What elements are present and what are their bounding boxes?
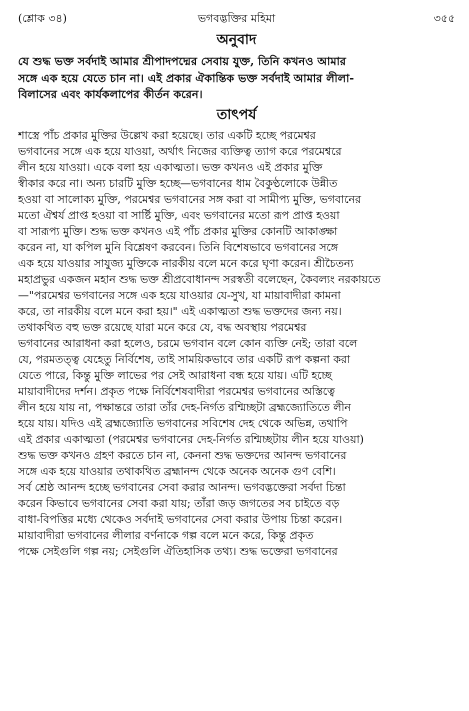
- text-line: লীন হয়ে যায় না, পক্ষান্তরে তারা তাঁর দেহ-নির্গত রশ্মিচ্ছটা ব্রহ্মজ্যোতিতে লীন: [18, 400, 351, 414]
- text-line: এই প্রকার একাত্মতা (পরমেশ্বর ভগবানের দেহ-নির্গত রশ্মিচ্ছটায় লীন হয়ে যাওয়া): [18, 432, 364, 446]
- text-line: ভগবানের আরাধনা করা হলেও, চরমে ভগবান বলে কোন ব্যক্তি নেই; তারা বলে: [18, 336, 358, 350]
- text-line: যে শুদ্ধ ভক্ত সর্বদাই আমার শ্রীপাদপদ্মের সেবায় যুক্ত, তিনি কখনও আমার: [18, 54, 347, 68]
- text-line: করেন কিভাবে ভগবানের সেবা করা যায়; তাঁরা জড় জগতের সব চাইতে বড়: [18, 496, 340, 510]
- purport-heading: তাৎপর্য: [216, 106, 257, 123]
- text-line: বিলাসের এবং কার্যকলাপের কীর্তন করেন।: [18, 87, 203, 102]
- text-line: —"পরমেশ্বর ভগবানের সঙ্গে এক হয়ে যাওয়ার যে-সুখ, যা মায়াবাদীরা কামনা: [18, 288, 341, 302]
- text-line: করেন না, যা কপিল মুনি বিশ্লেষণ করবেন। তিনি বিশেষভাবে ভগবানের সঙ্গে: [18, 240, 339, 254]
- running-header: [18, 8, 455, 28]
- text-line: বা সারূপ্য মুক্তি। শুদ্ধ ভক্ত কখনও এই পাঁচ প্রকার মুক্তির কোনটি আকাঙ্ক্ষা: [18, 224, 338, 238]
- verse-reference: (শ্লোক ৩৪): [18, 12, 67, 25]
- text-line: হয়ে যায়। যদিও এই ব্রহ্মজ্যোতি ভগবানের সবিশেষ দেহ থেকে অভিন্ন, তথাপি: [18, 416, 348, 430]
- text-line: বাধা-বিপত্তির মধ্যে থেকেও সর্বদাই ভগবানের সেবা করার উপায় চিন্তা করেন।: [18, 512, 343, 526]
- text-line: সর্ব শ্রেষ্ঠ আনন্দ হচ্ছে ভগবানের সেবা করার আনন্দ। ভগবদ্ভক্তেরা সর্বদা চিন্তা: [18, 480, 346, 494]
- text-line: মায়াবাদীদের দর্শন। প্রকৃত পক্ষে নির্বিশেষবাদীরা পরমেশ্বর ভগবানের অস্তিত্বে: [18, 384, 335, 398]
- book-title: ভগবদ্ভক্তির মহিমা: [197, 12, 276, 25]
- text-line: পক্ষে সেইগুলি গল্প নয়; সেইগুলি ঐতিহাসিক তথ্য। শুদ্ধ ভক্তেরা ভগবানের: [18, 544, 338, 558]
- text-line: করে, তা নারকীয় বলে মনে করা হয়।" এই একাত্মতা শুদ্ধ ভক্তদের জন্য নয়।: [18, 304, 342, 318]
- text-line: মহাপ্রভুর একজন মহান শুদ্ধ ভক্ত শ্রীপ্রবোধানন্দ সরস্বতী বলেছেন, কৈবল্যং নরকায়তে: [18, 272, 381, 286]
- text-line: সঙ্গে এক হয়ে যাওয়ার তথাকথিত ব্রহ্মানন্দ থেকে অনেক অনেক গুণ বেশি।: [18, 464, 336, 478]
- text-line: লীন হয়ে যাওয়া। একে বলা হয় একাত্মতা। ভক্ত কখনও এই প্রকার মুক্তি: [18, 160, 323, 174]
- text-line: যেতে পারে, কিন্তু মুক্তি লাভের পর সেই আরাধনা বন্ধ হয়ে যায়। এটি হচ্ছে: [18, 368, 332, 382]
- purport-text: [18, 128, 455, 560]
- translation-heading: অনুবাদ: [216, 32, 257, 48]
- text-line: যে, পরমতত্ত্ব যেহেতু নির্বিশেষ, তাই সাময়িকভাবে তার একটি রূপ কল্পনা করা: [18, 352, 351, 366]
- translation-text: [18, 53, 455, 103]
- text-line: এক হয়ে যাওয়ার সাযুজ্য মুক্তিকে নারকীয় বলে মনে করে ঘৃণা করেন। শ্রীচৈতন্য: [18, 256, 354, 270]
- text-line: ভগবানের সঙ্গে এক হয়ে যাওয়া, অর্থাৎ নিজের ব্যক্তিত্ব ত্যাগ করে পরমেশ্বরে: [18, 144, 342, 158]
- text-line: শুদ্ধ ভক্ত কখনও গ্রহণ করতে চান না, কেননা শুদ্ধ ভক্তদের আনন্দ ভগবানের: [18, 448, 347, 462]
- page-number: ৩৫৫: [433, 12, 455, 25]
- text-line: মায়াবাদীরা ভগবানের লীলার বর্ণনাকে গল্প বলে মনে করে, কিন্তু প্রকৃত: [18, 528, 314, 542]
- text-line: তথাকথিত বহু ভক্ত রয়েছে যারা মনে করে যে, বদ্ধ অবস্থায় পরমেশ্বর: [18, 320, 307, 334]
- text-line: স্বীকার করে না। অন্য চারটি মুক্তি হচ্ছে—ভগবানের ধাম বৈকুণ্ঠলোকে উন্নীত: [18, 176, 338, 190]
- text-line: হওয়া বা সালোক্য মুক্তি, পরমেশ্বর ভগবানের সঙ্গ করা বা সামীপ্য মুক্তি, ভগবানের: [18, 192, 361, 206]
- text-line: মতো ঐশ্বর্য প্রাপ্ত হওয়া বা সার্ষ্টি মুক্তি, এবং ভগবানের মতো রূপ প্রাপ্ত হওয়া: [18, 208, 340, 222]
- text-line: সঙ্গে এক হয়ে যেতে চান না। এই প্রকার ঐকান্তিক ভক্ত সর্বদাই আমার লীলা-: [18, 70, 354, 85]
- text-line: শাস্ত্রে পাঁচ প্রকার মুক্তির উল্লেখ করা হয়েছে। তার একটি হচ্ছে পরমেশ্বর: [18, 128, 316, 142]
